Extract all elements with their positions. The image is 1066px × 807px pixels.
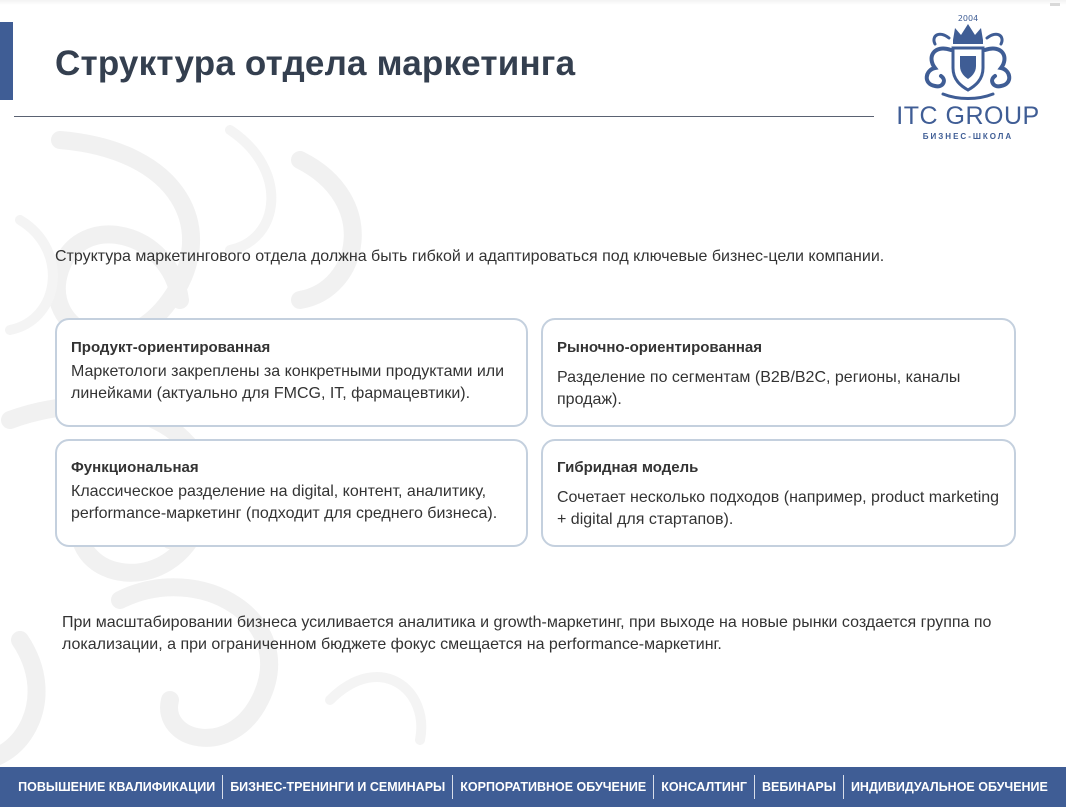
card-title: Рыночно-ориентированная — [557, 339, 763, 356]
card-product-oriented — [55, 318, 528, 427]
card-text: Сочетает несколько подходов (например, product marketing + digital для стартапов). — [557, 489, 1000, 528]
card-hybrid-model — [541, 439, 1016, 547]
company-logo — [893, 10, 1043, 150]
footer-separator — [843, 775, 844, 799]
logo-name: ITC GROUP — [896, 102, 1040, 130]
card-title: Гибридная модель — [557, 459, 699, 476]
crest-icon — [913, 10, 1023, 102]
card-text: Разделение по сегментам (B2B/B2C, регионы, каналы продаж). — [557, 369, 961, 408]
page-title: Структура отдела маркетинга — [55, 44, 576, 83]
logo-year: 2004 — [957, 14, 979, 23]
footer-separator — [222, 775, 223, 799]
corner-mark — [1050, 3, 1060, 6]
card-functional — [55, 439, 528, 547]
footer-link-webinars[interactable]: ВЕБИНАРЫ — [761, 780, 836, 794]
card-text: Классическое разделение на digital, контент, аналитику, performance-маркетинг (подходит для среднего бизнеса). — [71, 483, 498, 522]
footer-link-trainings[interactable]: БИЗНЕС-ТРЕНИНГИ И СЕМИНАРЫ — [230, 780, 446, 794]
intro-text: Структура маркетингового отдела должна быть гибкой и адаптироваться под ключевые бизнес-цели компании. — [55, 248, 885, 265]
card-market-oriented — [541, 318, 1016, 427]
card-title: Продукт-ориентированная — [71, 339, 271, 356]
title-divider — [14, 116, 874, 117]
card-text: Маркетологи закреплены за конкретными продуктами или линейками (актуально для FMCG, IT, фармацевтики). — [71, 363, 505, 402]
top-edge-shadow — [0, 0, 1066, 5]
footer-separator — [452, 775, 453, 799]
conclusion-text: При масштабировании бизнеса усиливается аналитика и growth-маркетинг, при выходе на новые рынки создается группа по локализации, а при ограниченном бюджете фокус смещается на performance-маркетинг. — [62, 614, 992, 653]
footer-separator — [754, 775, 755, 799]
footer-link-consulting[interactable]: КОНСАЛТИНГ — [661, 780, 747, 794]
footer-link-qualification[interactable]: ПОВЫШЕНИЕ КВАЛИФИКАЦИИ — [18, 780, 216, 794]
footer-link-corporate[interactable]: КОРПОРАТИВНОЕ ОБУЧЕНИЕ — [460, 780, 647, 794]
footer-nav — [0, 767, 1066, 807]
footer-link-individual[interactable]: ИНДИВИДУАЛЬНОЕ ОБУЧЕНИЕ — [850, 780, 1048, 794]
card-title: Функциональная — [71, 459, 199, 476]
footer-separator — [653, 775, 654, 799]
logo-subtitle: БИЗНЕС-ШКОЛА — [922, 132, 1014, 141]
title-accent-bar — [0, 22, 13, 100]
